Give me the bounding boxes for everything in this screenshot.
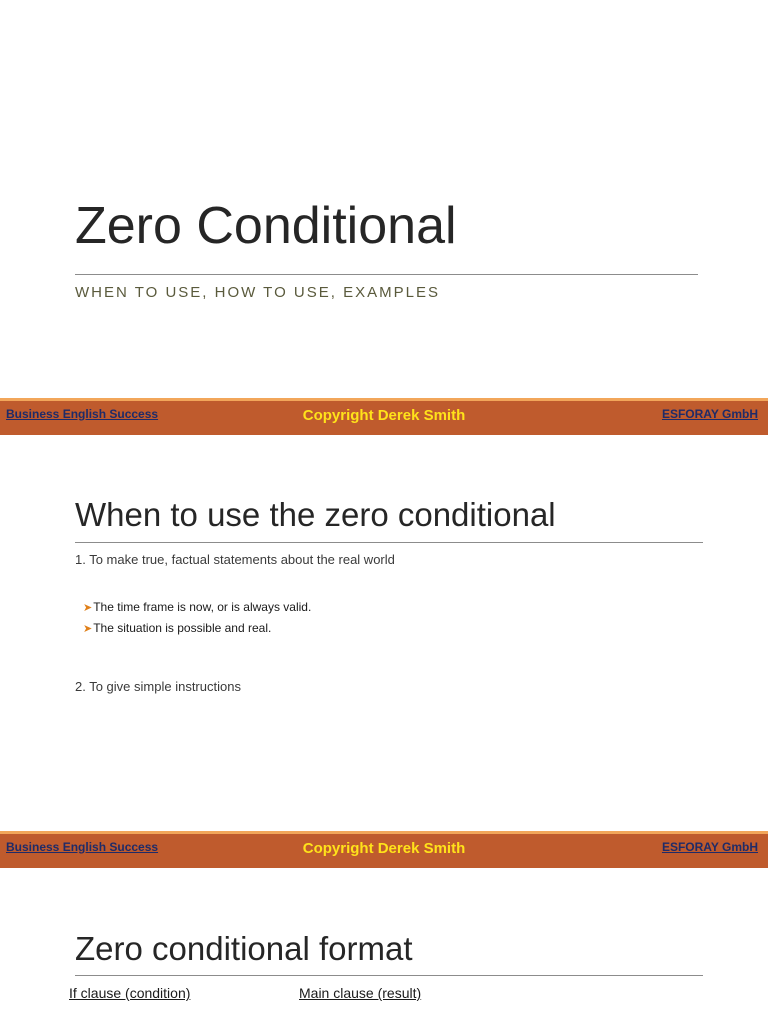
point-one: 1. To make true, factual statements about the real world [75, 552, 395, 567]
bullet-item [83, 600, 311, 614]
slide-title: Zero Conditional [75, 197, 457, 255]
bullet-text: The situation is possible and real. [93, 621, 272, 635]
title-divider [75, 274, 698, 275]
bullet-item [83, 621, 271, 635]
if-clause-header: If clause (condition) [69, 985, 191, 1001]
title-slide [0, 0, 768, 398]
point-two: 2. To give simple instructions [75, 679, 241, 694]
footer-band [0, 398, 768, 435]
copyright-text: Copyright Derek Smith [302, 407, 466, 424]
slide-title: When to use the zero conditional [75, 496, 556, 533]
arrow-bullet-icon: ➤ [83, 623, 93, 635]
esforay-link[interactable]: ESFORAY GmbH [661, 407, 758, 421]
arrow-bullet-icon: ➤ [83, 602, 93, 614]
slide-subtitle: WHEN TO USE, HOW TO USE, EXAMPLES [75, 284, 440, 301]
footer-band [0, 831, 768, 868]
title-divider [75, 975, 703, 976]
title-divider [75, 542, 703, 543]
business-english-success-link[interactable]: Business English Success [6, 840, 159, 854]
esforay-link[interactable]: ESFORAY GmbH [661, 840, 758, 854]
bullet-text: The time frame is now, or is always valid. [93, 600, 312, 614]
business-english-success-link[interactable]: Business English Success [6, 407, 159, 421]
copyright-text: Copyright Derek Smith [302, 840, 466, 857]
slide-title: Zero conditional format [75, 930, 413, 967]
main-clause-header: Main clause (result) [299, 985, 422, 1001]
